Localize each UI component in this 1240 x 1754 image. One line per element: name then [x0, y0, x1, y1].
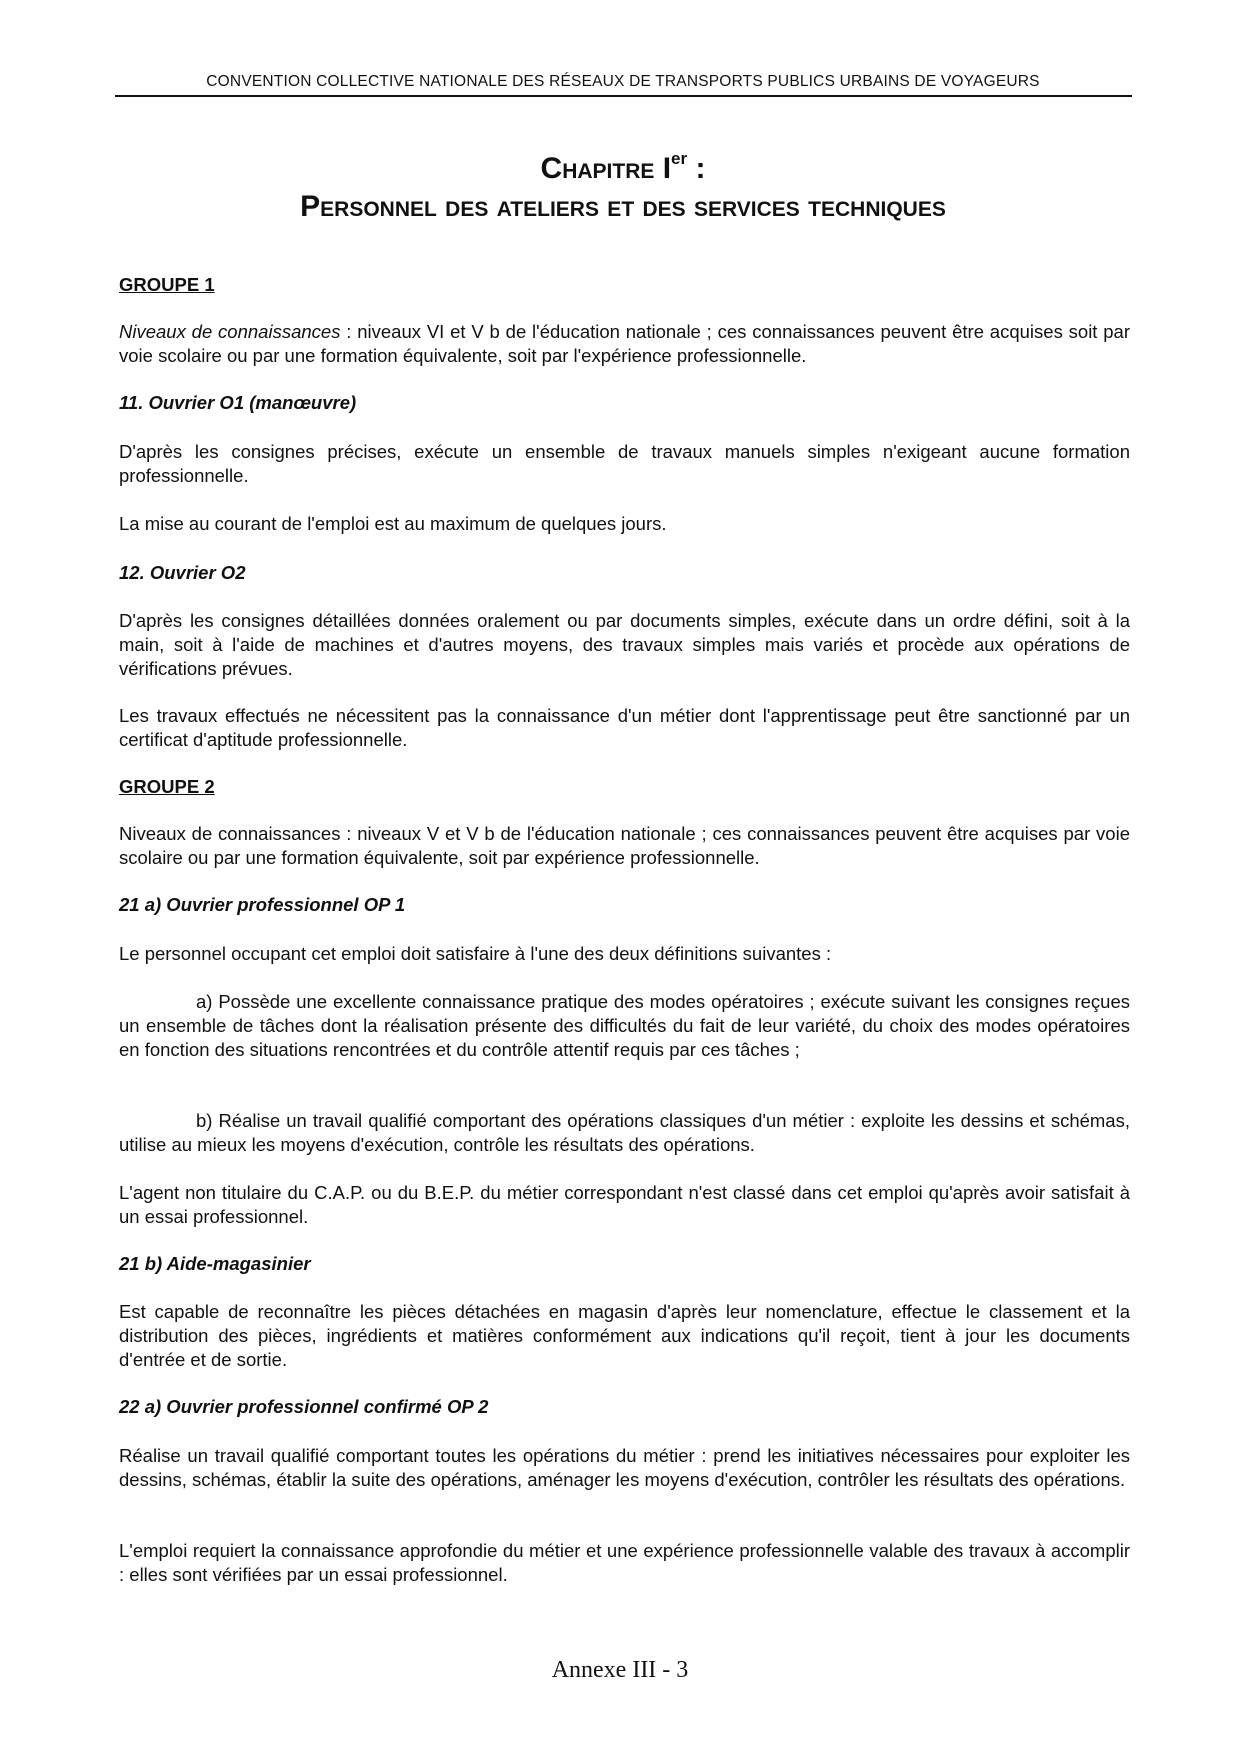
section-22a-paragraph-1: Réalise un travail qualifié comportant toutes les opérations du métier : prend les initiatives nécessaires pour exploiter les dessins, schémas, établir la suite des opérations, aménager les moyens d'exécution, contrôler les résultats des opérations. [119, 1445, 1130, 1490]
section-21a-paragraph-2: L'agent non titulaire du C.A.P. ou du B.E.P. du métier correspondant n'est classé dans cet emploi qu'après avoir satisfait à un essai professionnel. [119, 1182, 1130, 1227]
section-22a-paragraph-2: L'emploi requiert la connaissance approfondie du métier et une expérience professionnelle valable des travaux à accomplir : elles sont vérifiées par un essai professionnel. [119, 1540, 1130, 1585]
section-12-title: 12. Ouvrier O2 [119, 562, 246, 583]
groupe1-intro-text: : niveaux VI et V b de l'éducation nationale ; ces connaissances peuvent être acquises soit par voie scolaire ou par une formation équivalente, soit par l'expérience professionnelle. [119, 321, 1131, 366]
section-11-title: 11. Ouvrier O1 (manœuvre) [119, 392, 357, 413]
chapter-title-suffix: : [687, 152, 706, 185]
chapter-title-sup: er [671, 149, 688, 168]
header-rule [115, 95, 1132, 97]
section-11-paragraph-2: La mise au courant de l'emploi est au maximum de quelques jours. [119, 513, 667, 534]
groupe1-heading: GROUPE 1 [119, 274, 215, 295]
section-21b-title: 21 b) Aide-magasinier [119, 1253, 311, 1274]
groupe2-intro: Niveaux de connaissances : niveaux V et V b de l'éducation nationale ; ces connaissances peuvent être acquises par voie scolaire ou par une formation équivalente, soit par expérience professionnelle. [119, 823, 1130, 868]
section-21b-paragraph-1: Est capable de reconnaître les pièces détachées en magasin d'après leur nomenclature, effectue le classement et la distribution des pièces, ingrédients et matières conformément aux indications qu'il reçoit, tient à jour les documents d'entrée et de sortie. [119, 1301, 1130, 1370]
groupe1-intro [119, 320, 1130, 368]
page-footer: Annexe III - 3 [551, 1657, 689, 1683]
section-12-paragraph-1: D'après les consignes détaillées données oralement ou par documents simples, exécute dans un ordre défini, soit à la main, soit à l'aide de machines et d'autres moyens, des travaux simples mais variés et procède aux opérations de vérifications prévues. [119, 610, 1130, 679]
section-12-paragraph-2: Les travaux effectués ne nécessitent pas la connaissance d'un métier dont l'apprentissage peut être sanctionné par un certificat d'aptitude professionnelle. [119, 705, 1130, 750]
section-21a-item-a: a) Possède une excellente connaissance pratique des modes opératoires ; exécute suivant les consignes reçues un ensemble de tâches dont la réalisation présente des difficultés du fait de leur variété, du choix des modes opératoires en fonction des situations rencontrées et du contrôle attentif requis par ces tâches ; [119, 991, 1130, 1060]
chapter-title [115, 150, 1131, 184]
chapter-title-prefix: Chapitre I [540, 152, 672, 185]
section-21a-paragraph-1: Le personnel occupant cet emploi doit satisfaire à l'une des deux définitions suivantes : [119, 943, 832, 964]
section-22a-title: 22 a) Ouvrier professionnel confirmé OP 2 [119, 1396, 489, 1417]
section-21a-item-b: b) Réalise un travail qualifié comportant des opérations classiques d'un métier : exploite les dessins et schémas, utilise au mieux les moyens d'exécution, contrôle les résultats des opérations. [119, 1110, 1130, 1155]
running-header: CONVENTION COLLECTIVE NATIONALE DES RÉSEAUX DE TRANSPORTS PUBLICS URBAINS DE VOYAGEURS [206, 73, 1040, 90]
groupe1-intro-label: Niveaux de connaissances [119, 321, 341, 342]
chapter-subtitle: Personnel des ateliers et des services techniques [300, 190, 946, 223]
groupe2-heading: GROUPE 2 [119, 776, 215, 797]
section-11-paragraph-1: D'après les consignes précises, exécute un ensemble de travaux manuels simples n'exigeant aucune formation professionnelle. [119, 441, 1130, 486]
section-21a-title: 21 a) Ouvrier professionnel OP 1 [119, 894, 406, 915]
